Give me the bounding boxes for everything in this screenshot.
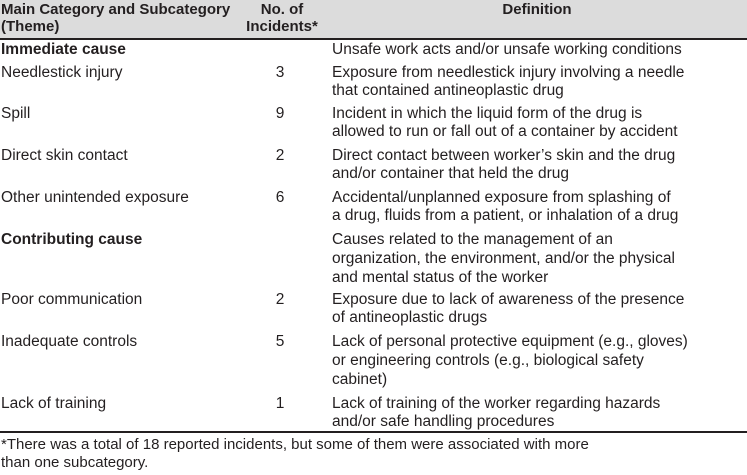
row-definition-line2: or engineering controls (e.g., biological safety <box>332 352 644 369</box>
header-definition-label: Definition <box>502 1 572 18</box>
row-definition-line2: organization, the environment, and/or the physical <box>332 250 675 267</box>
table-row-contributing-cause <box>0 228 747 289</box>
row-definition-line1: Lack of training of the worker regarding hazards <box>332 395 661 412</box>
row-definition-line2: and/or safe handling procedures <box>332 413 555 430</box>
table-row-immediate-cause <box>0 39 747 60</box>
row-definition-line2: a drug, fluids from a patient, or inhalation of a drug <box>332 207 679 224</box>
table-row-spill <box>0 102 747 144</box>
row-category: Other unintended exposure <box>1 189 189 206</box>
table-footnote <box>1 436 745 472</box>
row-incidents: 2 <box>275 291 285 308</box>
footnote-line2: than one subcategory. <box>1 454 149 471</box>
row-incidents: 6 <box>275 189 285 206</box>
table-row-needlestick <box>0 60 747 102</box>
row-category: Needlestick injury <box>1 64 123 81</box>
header-definition <box>332 1 742 18</box>
row-definition-line3: cabinet) <box>332 371 388 388</box>
row-incidents: 9 <box>275 105 285 122</box>
row-category: Contributing cause <box>1 231 143 248</box>
row-definition-line1: Direct contact between worker’s skin and the drug <box>332 147 676 164</box>
row-definition-line1: Causes related to the management of an <box>332 231 613 248</box>
row-category: Lack of training <box>1 395 107 412</box>
row-definition-line1: Lack of personal protective equipment (e.g., gloves) <box>332 333 688 350</box>
row-definition-line1: Exposure from needlestick injury involving a needle <box>332 64 685 81</box>
row-definition-line2: and/or container that held the drug <box>332 165 569 182</box>
row-incidents: 3 <box>275 64 285 81</box>
footnote-line1: *There was a total of 18 reported incidents, but some of them were associated with more <box>1 436 589 453</box>
row-definition-line2: that contained antineoplastic drug <box>332 82 564 99</box>
row-definition-line3: and mental status of the worker <box>332 269 549 286</box>
table-row-direct-skin-contact <box>0 144 747 186</box>
row-definition-line2: of antineoplastic drugs <box>332 309 488 326</box>
row-category: Direct skin contact <box>1 147 128 164</box>
row-category: Poor communication <box>1 291 143 308</box>
header-category-label: Main Category and Subcategory (Theme) <box>1 1 231 35</box>
row-category: Spill <box>1 105 31 122</box>
table-footer <box>0 431 747 475</box>
row-category: Inadequate controls <box>1 333 138 350</box>
row-definition-line1: Exposure due to lack of awareness of the presence <box>332 291 685 308</box>
header-category <box>1 1 241 35</box>
header-incidents-label: No. of Incidents* <box>246 1 318 35</box>
table-row-lack-of-training <box>0 392 747 431</box>
row-definition-line1: Unsafe work acts and/or unsafe working conditions <box>332 41 682 58</box>
table-row-poor-communication <box>0 289 747 331</box>
row-incidents: 1 <box>275 395 285 412</box>
table-header <box>0 0 747 40</box>
row-category: Immediate cause <box>1 41 126 58</box>
row-incidents: 2 <box>275 147 285 164</box>
header-incidents <box>242 1 322 35</box>
table-row-other-exposure <box>0 186 747 228</box>
row-definition-line1: Accidental/unplanned exposure from splashing of <box>332 189 671 206</box>
row-incidents: 5 <box>275 333 285 350</box>
table-row-inadequate-controls <box>0 331 747 392</box>
row-definition-line1: Incident in which the liquid form of the drug is <box>332 105 643 122</box>
row-definition-line2: allowed to run or fall out of a container by accident <box>332 123 678 140</box>
